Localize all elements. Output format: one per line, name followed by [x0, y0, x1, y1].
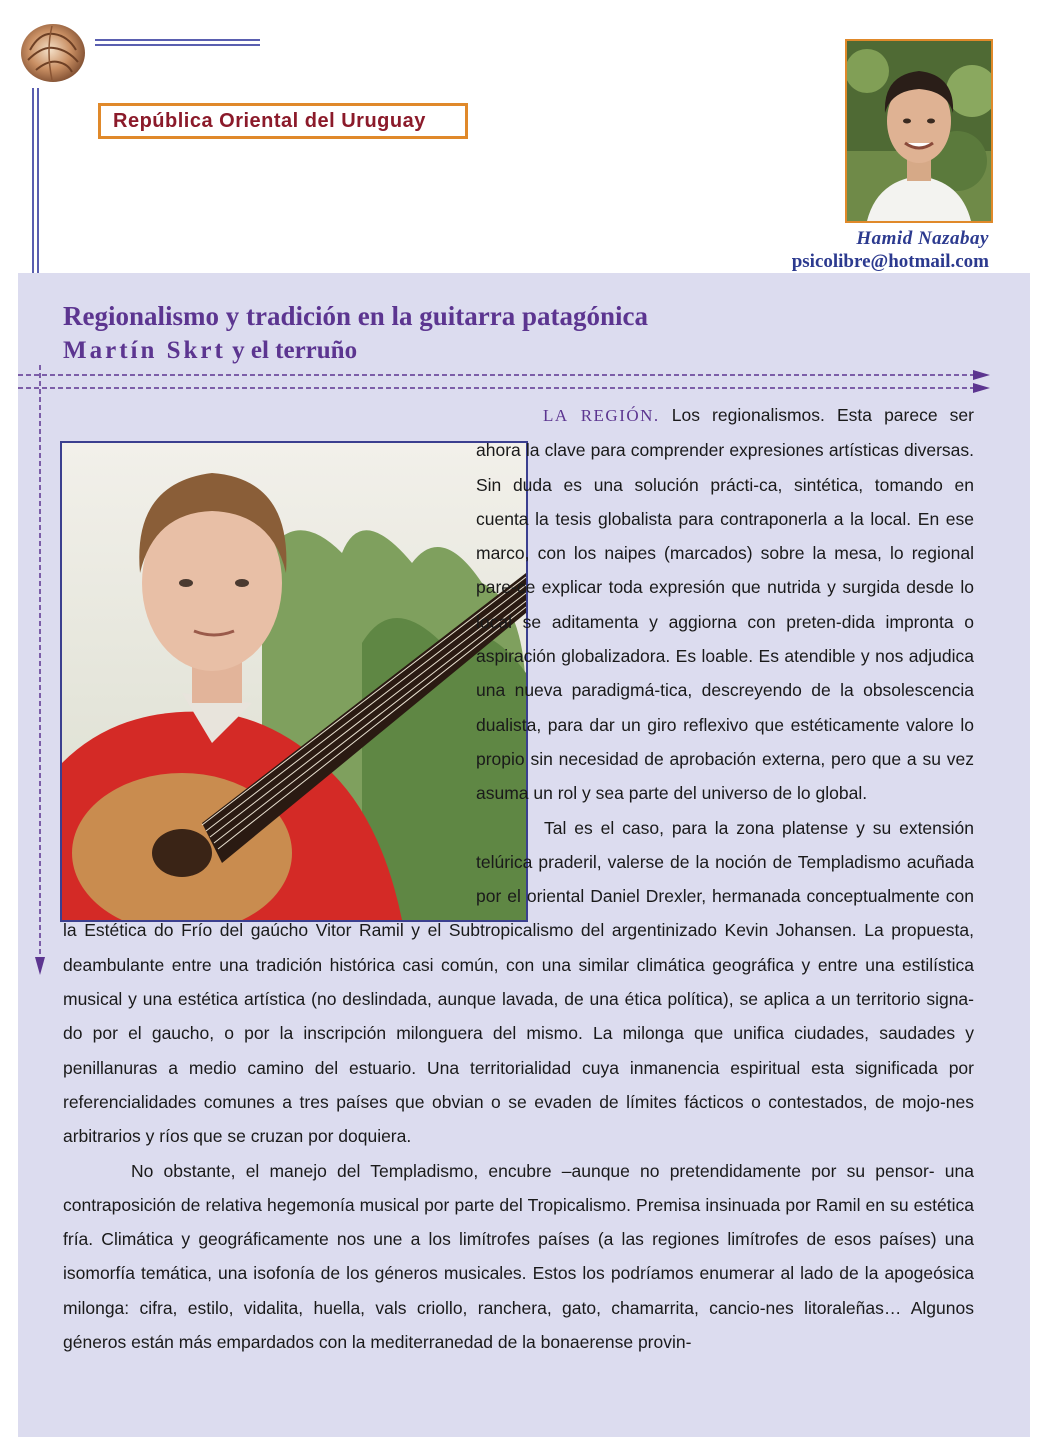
- article-body: [63, 398, 974, 1359]
- top-rule-2: [95, 44, 260, 46]
- author-photo: [845, 39, 993, 223]
- shell-logo-icon: [18, 20, 88, 84]
- paragraph-3: No obstante, el manejo del Templadismo, encubre –aunque no pretendidamente por su pensor- una contraposición de relativa hegemonía musical por parte del Tropicalismo. Premisa insinuada por Ramil en su estética fría. Climática y geográficamente nos une a los limítrofes países (a las regiones limítrofes de esos países) una isomorfía temática, una isofonía de los géneros musicales. Estos los podríamos enumerar al lado de la apogeósica milonga: cifra, estilo, vidalita, huella, vals criollo, ranchera, gato, chamarrita, cancio-nes litoraleñas… Algunos géneros están más empardados con la mediterranedad de la bonaerense provin-: [63, 1160, 974, 1353]
- article-subtitle: [63, 337, 357, 365]
- paragraph-2: Tal es el caso, para la zona platense y su extensión telúrica praderil, valerse de la noción de Templadismo acuñada por el oriental Daniel Drexler, hermanada conceptualmente con la Estética do Frío del gaúcho Vitor Ramil y el Subtropicalismo del argentinizado Kevin Johansen. La propuesta, deambulante entre una tradición histórica casi común, con una similar climática geográfica y entre una estilística musical y una estética artística (no deslindada, aunque lavada, de una ética política), se aplica a un territorio signa-do por el gaucho, o por la inscripción milonguera del mismo. La milonga que unifica ciudades, saudades y penillanuras a medio camino del estuario. Una territorialidad cuya inmanencia espiritual esta significada por referencialidades comunes a tres países que obvian o se evaden de límites fácticos o contestados, de mojo-nes arbitrarios y ríos que se cruzan por doquiera.: [63, 817, 974, 1147]
- subtitle-rest: y el terruño: [225, 337, 358, 364]
- left-rule-2: [37, 88, 39, 296]
- top-rule-1: [95, 39, 260, 41]
- author-name: Hamid Nazabay: [856, 228, 989, 249]
- photo-spacer: [0, 406, 468, 890]
- paragraph-1-text: Los regionalismos. Esta parece ser ahora la clave para comprender expresiones artísticas diversas. Sin duda es una solución prácti-ca, sintética, tomando en cuenta la tesis globalista para contraponerla a la local. En ese marco, con los naipes (marcados) sobre la mesa, lo regional pare-ce explicar toda expresión que nutrida y surgida desde lo local se aditamenta y aggiorna con preten-dida impronta o aspiración globalizadora. Es loable. Es atendible y nos adjudica una nueva paradigmá-tica, descreyendo de la obsolescencia dualista, para dar un giro reflexivo que estéticamente valore lo propio sin necesidad de aprobación externa, pero que a su vez asuma un rol y sea parte del universo de lo global.: [476, 405, 974, 804]
- subtitle-name: Martín Skrt: [63, 337, 226, 364]
- left-rule-1: [32, 88, 34, 296]
- lead-label: LA REGIÓN.: [543, 406, 660, 425]
- paragraph-1: [63, 398, 974, 811]
- country-label: República Oriental del Uruguay: [98, 103, 468, 139]
- article-title: Regionalismo y tradición en la guitarra patagónica: [63, 301, 648, 331]
- author-email[interactable]: psicolibre@hotmail.com: [791, 251, 989, 272]
